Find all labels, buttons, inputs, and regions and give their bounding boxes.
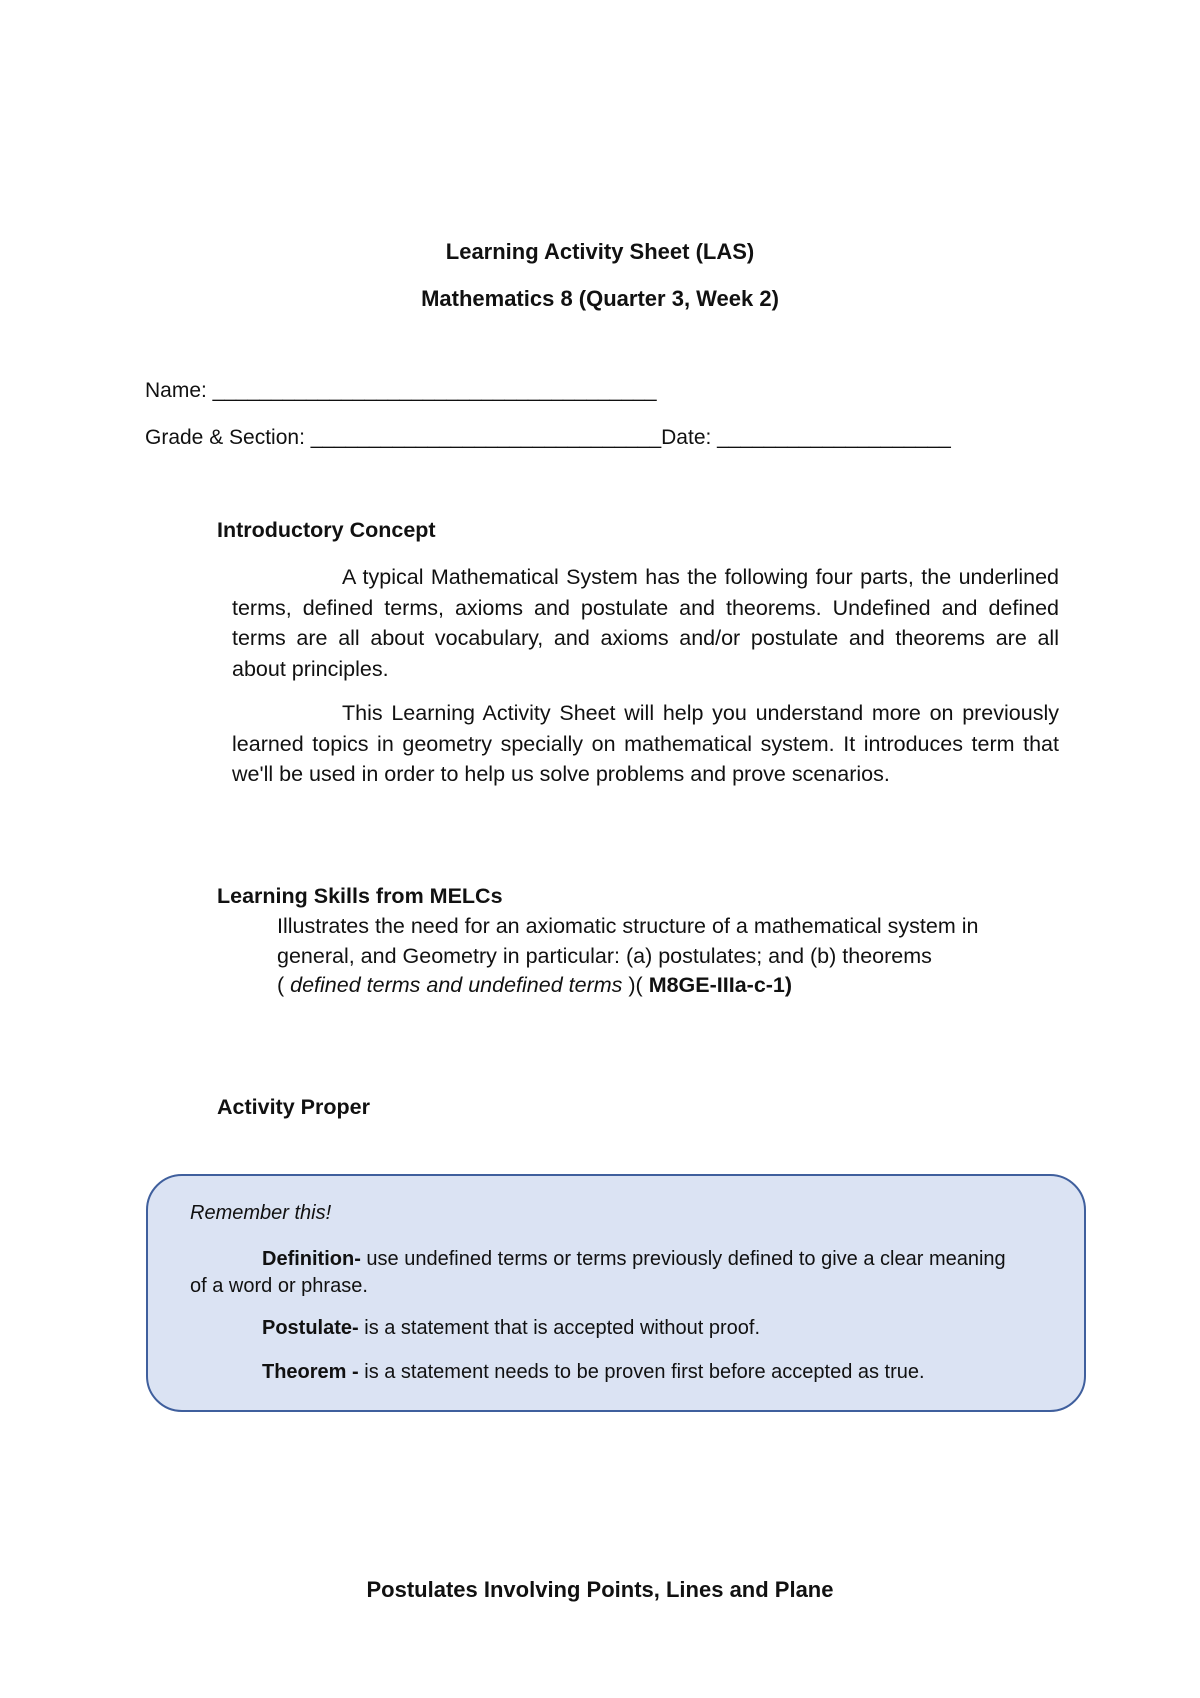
melcs-code: M8GE-IIIa-c-1) <box>648 973 793 997</box>
melcs-text <box>277 912 1059 1001</box>
postulate-text: is a statement that is accepted without proof. <box>358 1317 761 1339</box>
date-field: Date: ____________________ <box>661 426 951 449</box>
grade-section-field: Grade & Section: ______________________________ <box>145 426 662 449</box>
postulate-term: Postulate- <box>262 1317 359 1339</box>
name-field: Name: ______________________________________ <box>145 379 657 402</box>
grade-section-date-field <box>145 426 951 450</box>
document-subtitle: Mathematics 8 (Quarter 3, Week 2) <box>421 286 779 311</box>
melcs-description: Illustrates the need for an axiomatic structure of a mathematical system in general, and Geometry in particular: (a) postulates; and (b) theorems <box>277 914 979 968</box>
remember-callout-box <box>146 1174 1086 1412</box>
definition-term: Definition- <box>262 1248 361 1270</box>
intro-heading: Introductory Concept <box>217 518 436 542</box>
melcs-heading: Learning Skills from MELCs <box>217 884 503 908</box>
intro-paragraph-2: This Learning Activity Sheet will help you understand more on previously learned topics in geometry specially on mathematical system. It introduces term that we'll be used in order to help us solve problems and prove scenarios. <box>232 701 1059 786</box>
theorem-entry <box>190 1359 1020 1386</box>
activity-heading: Activity Proper <box>217 1095 370 1119</box>
definition-text: use undefined terms or terms previously defined to give a clear meaning of a word or phrase. <box>190 1248 1006 1297</box>
remember-label: Remember this! <box>190 1202 332 1224</box>
melcs-paren-close: )( <box>622 973 649 997</box>
postulate-entry <box>190 1315 1020 1342</box>
section-title: Postulates Involving Points, Lines and Plane <box>366 1577 834 1602</box>
melcs-terms: defined terms and undefined terms <box>290 973 623 997</box>
intro-paragraph-1: A typical Mathematical System has the following four parts, the underlined terms, defined terms, axioms and postulate and theorems. Undefined and defined terms are all about vocabulary, and axioms and/or postulate and theorems are all about principles. <box>232 565 1059 681</box>
definition-entry <box>190 1246 1020 1300</box>
theorem-term: Theorem - <box>262 1361 359 1383</box>
theorem-text: is a statement needs to be proven first before accepted as true. <box>358 1361 925 1383</box>
melcs-paren-open: ( <box>277 973 291 997</box>
document-title: Learning Activity Sheet (LAS) <box>445 239 755 264</box>
